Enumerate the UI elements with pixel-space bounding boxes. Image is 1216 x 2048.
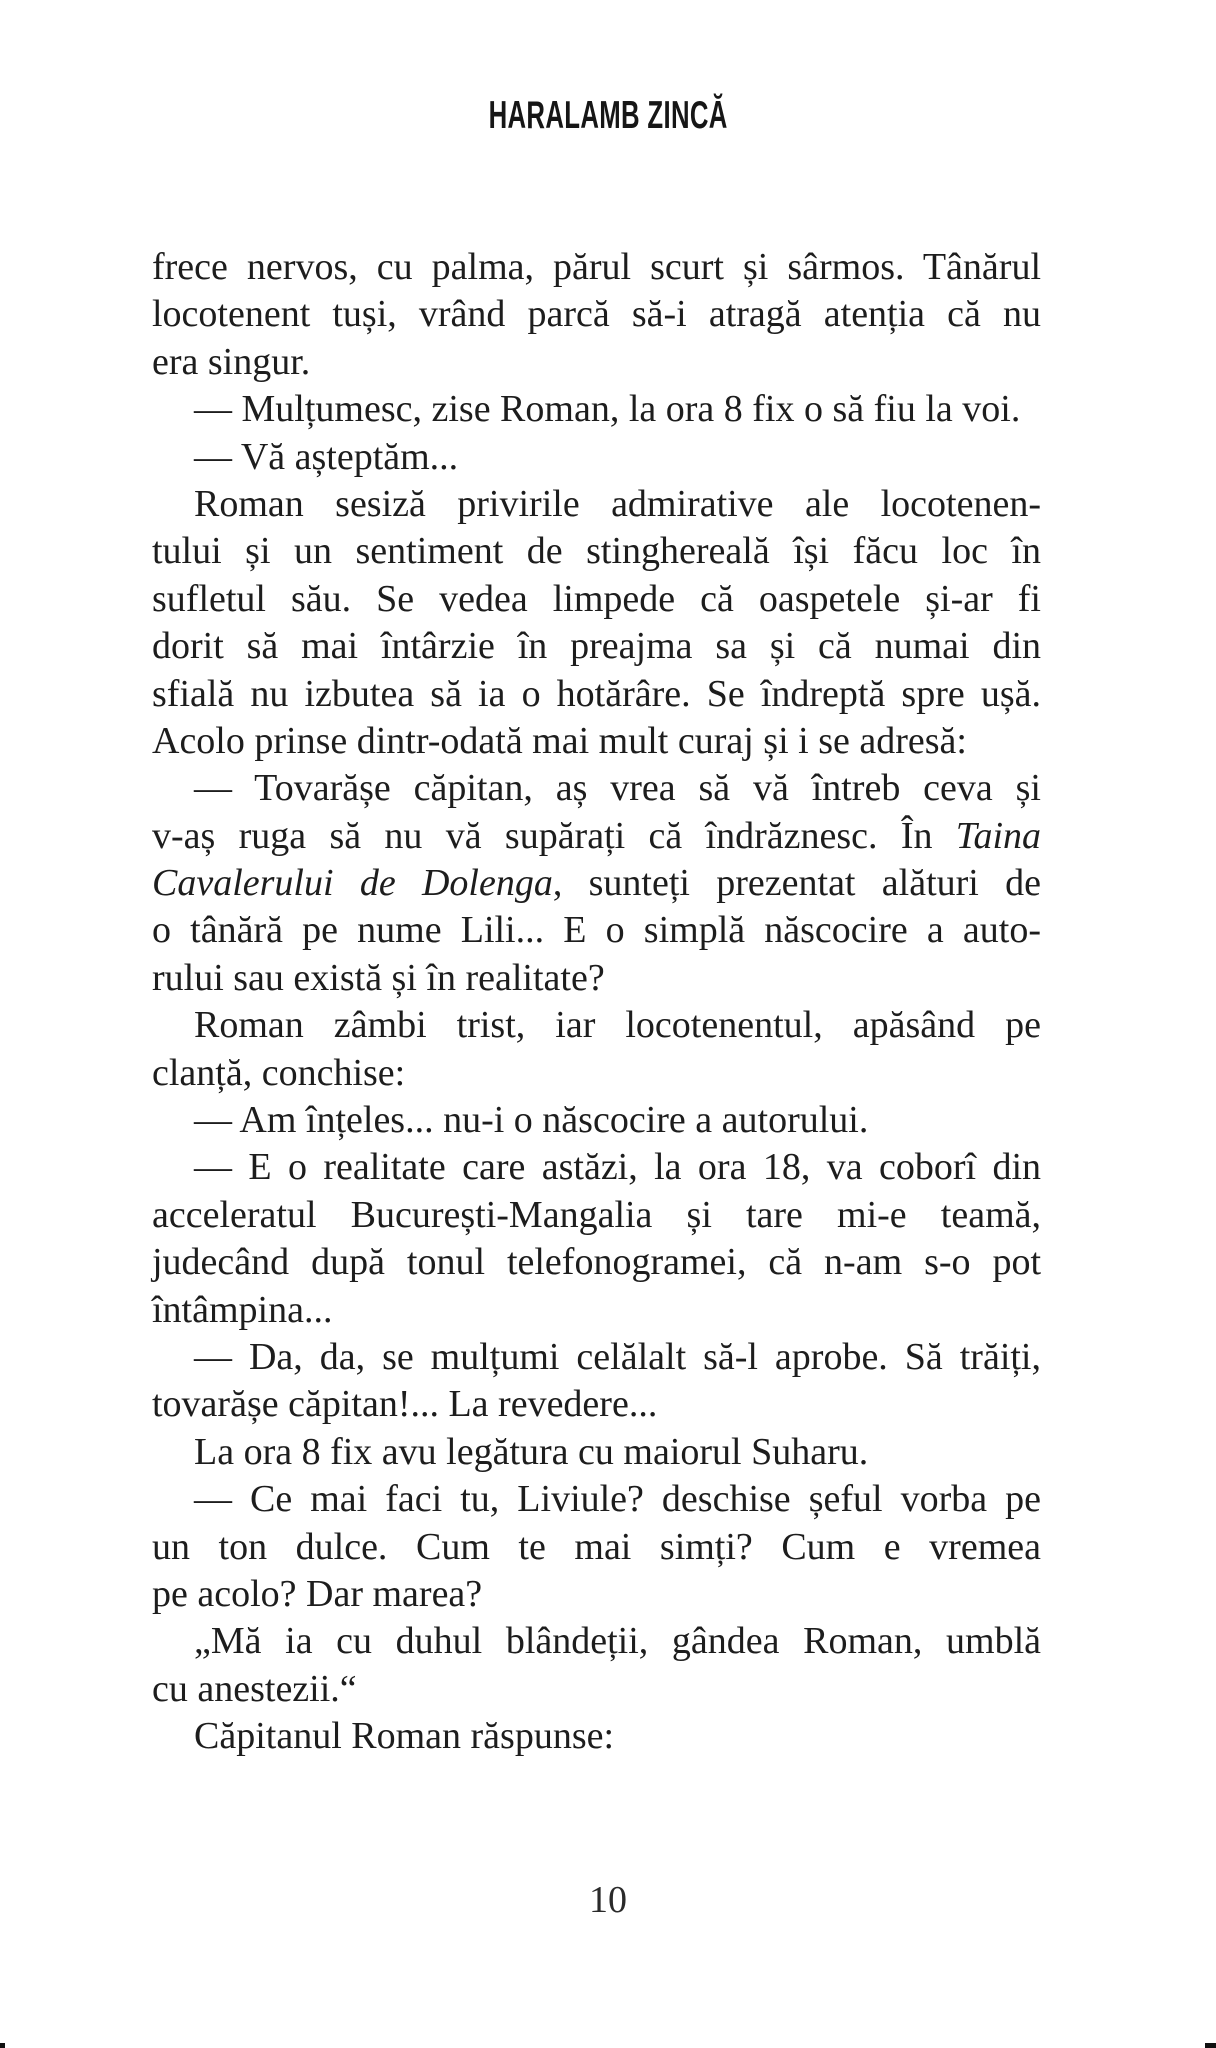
text-line: [152, 718, 1041, 765]
page-number: 10: [589, 1879, 627, 1921]
text-line: [152, 955, 1041, 1002]
text-line: [152, 1097, 1041, 1144]
text-segment: cu anestezii.“: [152, 1667, 357, 1710]
text-line: [152, 1571, 1041, 1618]
text-line: [152, 860, 1041, 907]
text-segment: frece nervos, cu palma, părul scurt și sârmos. Tânărul: [152, 246, 1041, 288]
text-segment: — Da, da, se mulțumi celălalt să-l aprobe. Să trăiți,: [194, 1335, 1041, 1378]
text-segment: La ora 8 fix avu legătura cu maiorul Suharu.: [194, 1430, 869, 1473]
scan-artifact-bottom-left: [0, 2043, 5, 2048]
text-segment: — Vă așteptăm...: [194, 435, 459, 478]
text-line: [152, 765, 1041, 812]
text-segment: sfială nu izbutea să ia o hotărâre. Se îndreptă spre ușă.: [152, 672, 1041, 715]
text-line: [152, 1002, 1041, 1049]
text-line: [152, 481, 1041, 528]
text-line: [152, 291, 1041, 338]
text-segment: locotenent tuși, vrând parcă să-i atragă atenția că nu: [152, 293, 1041, 336]
text-segment: sufletul său. Se vedea limpede că oaspetele și-ar fi: [152, 577, 1041, 620]
text-line: [152, 339, 1041, 386]
text-segment: — Tovarășe căpitan, aș vrea să vă întreb ceva și: [194, 767, 1041, 810]
text-line: [152, 1666, 1041, 1713]
text-line: [152, 813, 1041, 860]
text-line: [152, 528, 1041, 575]
text-segment: , sunteți prezentat alături de: [552, 862, 1041, 905]
text-line: [152, 1050, 1041, 1097]
text-line: [152, 386, 1041, 433]
text-segment: o tânără pe nume Lili... E o simplă născocire a auto-: [152, 909, 1041, 952]
text-segment: v-aș ruga să nu vă supărați că îndrăznesc. În: [152, 814, 956, 857]
text-line: [152, 1381, 1041, 1428]
text-line: [152, 1144, 1041, 1191]
text-line: [152, 576, 1041, 623]
text-segment: acceleratul București-Mangalia și tare mi-e teamă,: [152, 1193, 1041, 1236]
running-header-text: HARALAMB ZINCĂ: [488, 94, 728, 137]
text-segment: „Mă ia cu duhul blândeții, gândea Roman, umblă: [194, 1620, 1041, 1663]
text-line: [152, 623, 1041, 670]
text-line: [152, 907, 1041, 954]
text-segment: pe acolo? Dar marea?: [152, 1572, 483, 1615]
text-segment: Roman zâmbi trist, iar locotenentul, apăsând pe: [194, 1004, 1041, 1047]
text-line: [152, 1618, 1041, 1665]
text-line: [152, 671, 1041, 718]
text-line: [152, 1334, 1041, 1381]
text-segment: tului și un sentiment de stinghereală își făcu loc în: [152, 530, 1041, 573]
text-line: [152, 244, 1041, 291]
text-segment: judecând după tonul telefonogramei, că n-am s-o pot: [152, 1241, 1041, 1284]
text-segment: era singur.: [152, 340, 311, 383]
text-line: [152, 1713, 1041, 1760]
text-line: [152, 1287, 1041, 1334]
scan-artifact-bottom-right: [1205, 2043, 1216, 2048]
text-line: [152, 1239, 1041, 1286]
text-segment: rului sau există și în realitate?: [152, 956, 605, 999]
text-line: [152, 434, 1041, 481]
text-segment: — E o realitate care astăzi, la ora 18, va coborî din: [194, 1146, 1041, 1189]
text-segment: — Am înțeles... nu-i o născocire a autorului.: [194, 1099, 869, 1142]
text-segment: — Mulțumesc, zise Roman, la ora 8 fix o să fiu la voi.: [194, 388, 1021, 431]
text-segment: un ton dulce. Cum te mai simți? Cum e vremea: [152, 1525, 1041, 1568]
text-line: [152, 1192, 1041, 1239]
text-segment: întâmpina...: [152, 1288, 333, 1331]
italic-text-segment: Taina: [955, 814, 1041, 857]
text-segment: dorit să mai întârzie în preajma sa și că numai din: [152, 625, 1041, 668]
text-segment: Roman sesiză privirile admirative ale locotenen-: [194, 482, 1041, 525]
running-header: [0, 94, 1216, 143]
italic-text-segment: Cavalerului de Dolenga: [152, 862, 553, 905]
text-line: [152, 1429, 1041, 1476]
text-segment: tovarășe căpitan!... La revedere...: [152, 1383, 658, 1426]
text-segment: — Ce mai faci tu, Liviule? deschise șeful vorba pe: [194, 1478, 1041, 1521]
text-block: [152, 244, 1041, 1761]
text-line: [152, 1524, 1041, 1571]
text-segment: Căpitanul Roman răspunse:: [194, 1715, 615, 1758]
text-segment: Acolo prinse dintr-odată mai mult curaj și i se adresă:: [152, 719, 967, 762]
text-line: [152, 1476, 1041, 1523]
text-segment: clanță, conchise:: [152, 1051, 406, 1094]
